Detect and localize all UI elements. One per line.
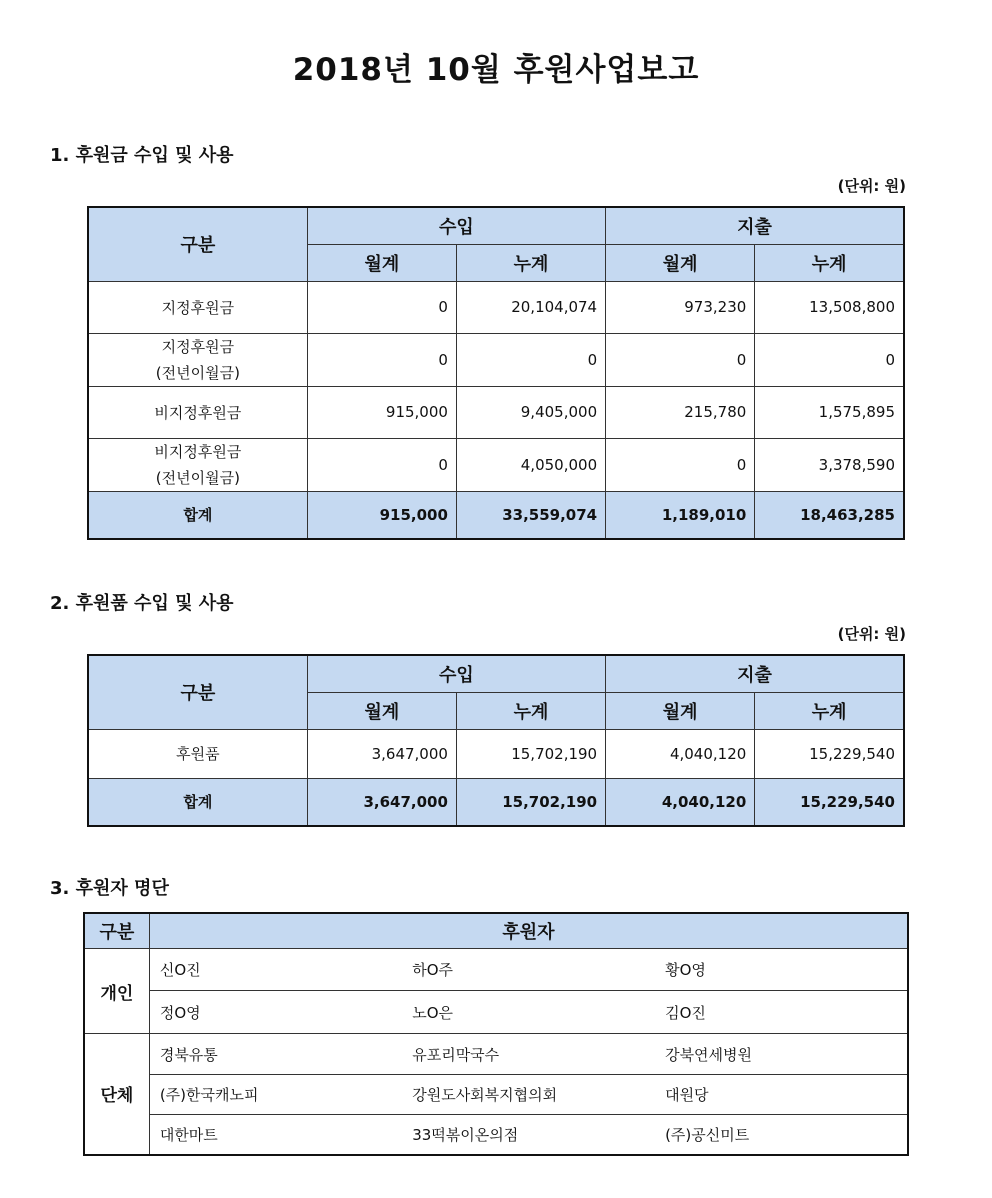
total-value: 915,000 (307, 491, 456, 539)
donor-name: 하O주 (402, 949, 655, 991)
table-row (88, 281, 904, 333)
row-label: 비지정후원금 (전년이월금) (88, 438, 307, 491)
donor-name: (주)한국캐노피 (149, 1075, 402, 1115)
cell-value: 15,702,190 (456, 729, 605, 778)
header-income-monthly: 월계 (307, 692, 456, 729)
section1-heading: 1. 후원금 수입 및 사용 (50, 145, 234, 166)
total-label: 합계 (88, 491, 307, 539)
header-category: 구분 (84, 913, 149, 949)
total-row (88, 491, 904, 539)
donor-name: 유포리막국수 (402, 1034, 655, 1075)
donor-name: 강원도사회복지협의회 (402, 1075, 655, 1115)
cell-value: 0 (307, 281, 456, 333)
table-row (84, 1075, 908, 1115)
row-label: 후원품 (88, 729, 307, 778)
donor-list-table (83, 912, 909, 1156)
total-value: 18,463,285 (755, 491, 904, 539)
cell-value: 1,575,895 (755, 386, 904, 438)
donation-goods-table (87, 654, 905, 827)
cell-value: 9,405,000 (456, 386, 605, 438)
table-row (84, 991, 908, 1034)
total-row (88, 778, 904, 826)
total-label: 합계 (88, 778, 307, 826)
header-expense-monthly: 월계 (606, 244, 755, 281)
header-donors: 후원자 (149, 913, 908, 949)
cell-value: 0 (755, 333, 904, 386)
cell-value: 3,647,000 (307, 729, 456, 778)
header-income-cumulative: 누계 (456, 244, 605, 281)
cell-value: 215,780 (606, 386, 755, 438)
table-row (88, 729, 904, 778)
donor-name: 황O영 (655, 949, 908, 991)
cell-value: 973,230 (606, 281, 755, 333)
cell-value: 20,104,074 (456, 281, 605, 333)
page-title: 2018년 10월 후원사업보고 (292, 52, 700, 88)
row-label: 비지정후원금 (88, 386, 307, 438)
donation-money-table (87, 206, 905, 540)
table-row (84, 949, 908, 991)
donor-name: 정O영 (149, 991, 402, 1034)
header-income-cumulative: 누계 (456, 692, 605, 729)
category-organization: 단체 (84, 1034, 149, 1155)
header-expense: 지출 (606, 207, 904, 244)
donor-name: 김O진 (655, 991, 908, 1034)
cell-value: 4,040,120 (606, 729, 755, 778)
table-row (88, 386, 904, 438)
total-value: 33,559,074 (456, 491, 605, 539)
section3-heading: 3. 후원자 명단 (50, 878, 169, 899)
table-row (88, 438, 904, 491)
cell-value: 4,050,000 (456, 438, 605, 491)
header-income-monthly: 월계 (307, 244, 456, 281)
cell-value: 0 (456, 333, 605, 386)
donor-name: 대한마트 (149, 1115, 402, 1155)
header-income: 수입 (307, 655, 605, 692)
donor-name: 노O은 (402, 991, 655, 1034)
table-row (84, 1034, 908, 1075)
donor-name: 33떡볶이온의점 (402, 1115, 655, 1155)
row-label: 지정후원금 (전년이월금) (88, 333, 307, 386)
total-value: 3,647,000 (307, 778, 456, 826)
section2-heading: 2. 후원품 수입 및 사용 (50, 593, 234, 614)
total-value: 4,040,120 (606, 778, 755, 826)
header-income: 수입 (307, 207, 605, 244)
donor-name: (주)공신미트 (655, 1115, 908, 1155)
header-expense-monthly: 월계 (606, 692, 755, 729)
cell-value: 0 (307, 438, 456, 491)
total-value: 1,189,010 (606, 491, 755, 539)
cell-value: 0 (606, 333, 755, 386)
cell-value: 15,229,540 (755, 729, 904, 778)
header-expense-cumulative: 누계 (755, 692, 904, 729)
cell-value: 0 (606, 438, 755, 491)
total-value: 15,702,190 (456, 778, 605, 826)
cell-value: 3,378,590 (755, 438, 904, 491)
total-value: 15,229,540 (755, 778, 904, 826)
donor-name: 경북유통 (149, 1034, 402, 1075)
table-row (88, 333, 904, 386)
header-expense-cumulative: 누계 (755, 244, 904, 281)
category-individual: 개인 (84, 949, 149, 1034)
header-category: 구분 (88, 655, 307, 729)
cell-value: 915,000 (307, 386, 456, 438)
section1-unit: (단위: 원) (837, 177, 906, 195)
header-category: 구분 (88, 207, 307, 281)
section2-unit: (단위: 원) (837, 625, 906, 643)
cell-value: 13,508,800 (755, 281, 904, 333)
donor-name: 강북연세병원 (655, 1034, 908, 1075)
donor-name: 대원당 (655, 1075, 908, 1115)
donor-name: 신O진 (149, 949, 402, 991)
table-row (84, 1115, 908, 1155)
header-expense: 지출 (606, 655, 904, 692)
cell-value: 0 (307, 333, 456, 386)
row-label: 지정후원금 (88, 281, 307, 333)
